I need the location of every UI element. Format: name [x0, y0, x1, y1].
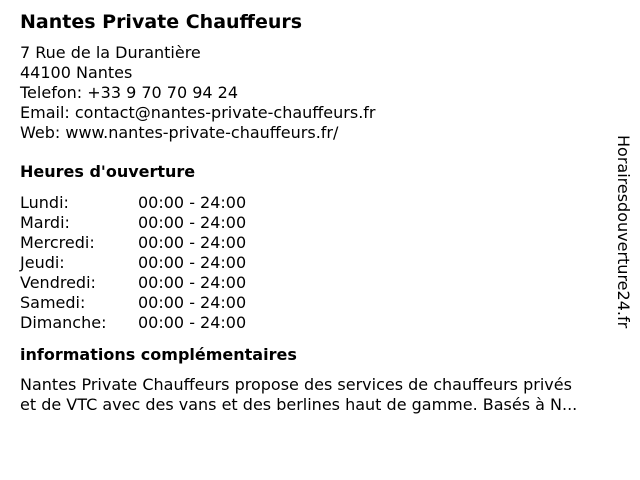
day-label: Mardi:: [20, 213, 70, 232]
day-label: Dimanche:: [20, 313, 107, 332]
hours-row-wednesday: [20, 233, 610, 253]
time-range: 00:00 - 24:00: [138, 313, 247, 332]
day-label: Jeudi:: [20, 253, 65, 272]
city-postcode: 44100 Nantes: [20, 63, 133, 82]
time-range: 00:00 - 24:00: [138, 273, 247, 292]
hours-row-thursday: [20, 253, 610, 273]
hours-row-friday: [20, 273, 610, 293]
opening-hours-table: [20, 193, 610, 333]
day-label: Mercredi:: [20, 233, 95, 252]
street-address: 7 Rue de la Durantière: [20, 43, 201, 62]
time-range: 00:00 - 24:00: [138, 253, 247, 272]
day-label: Samedi:: [20, 293, 86, 312]
business-name: Nantes Private Chauffeurs: [20, 11, 303, 33]
day-label: Vendredi:: [20, 273, 96, 292]
hours-row-monday: [20, 193, 610, 213]
additional-info-text: [20, 375, 630, 415]
site-watermark-text: Horairesdouverture24.fr: [614, 135, 633, 329]
email-address: Email: contact@nantes-private-chauffeurs.fr: [20, 103, 376, 122]
website-address: Web: www.nantes-private-chauffeurs.fr/: [20, 123, 339, 142]
time-range: 00:00 - 24:00: [138, 293, 247, 312]
opening-hours-heading: Heures d'ouverture: [20, 162, 196, 181]
time-range: 00:00 - 24:00: [138, 193, 247, 212]
hours-row-saturday: [20, 293, 610, 313]
site-watermark: [612, 135, 636, 345]
time-range: 00:00 - 24:00: [138, 233, 247, 252]
info-text-line: et de VTC avec des vans et des berlines haut de gamme. Basés à N...: [20, 395, 578, 414]
contact-block: [20, 43, 610, 143]
time-range: 00:00 - 24:00: [138, 213, 247, 232]
hours-row-tuesday: [20, 213, 610, 233]
phone-number: Telefon: +33 9 70 70 94 24: [20, 83, 239, 102]
day-label: Lundi:: [20, 193, 69, 212]
additional-info-heading: informations complémentaires: [20, 345, 297, 364]
info-text-line: Nantes Private Chauffeurs propose des services de chauffeurs privés: [20, 375, 572, 394]
hours-row-sunday: [20, 313, 610, 333]
business-card: [20, 9, 610, 415]
